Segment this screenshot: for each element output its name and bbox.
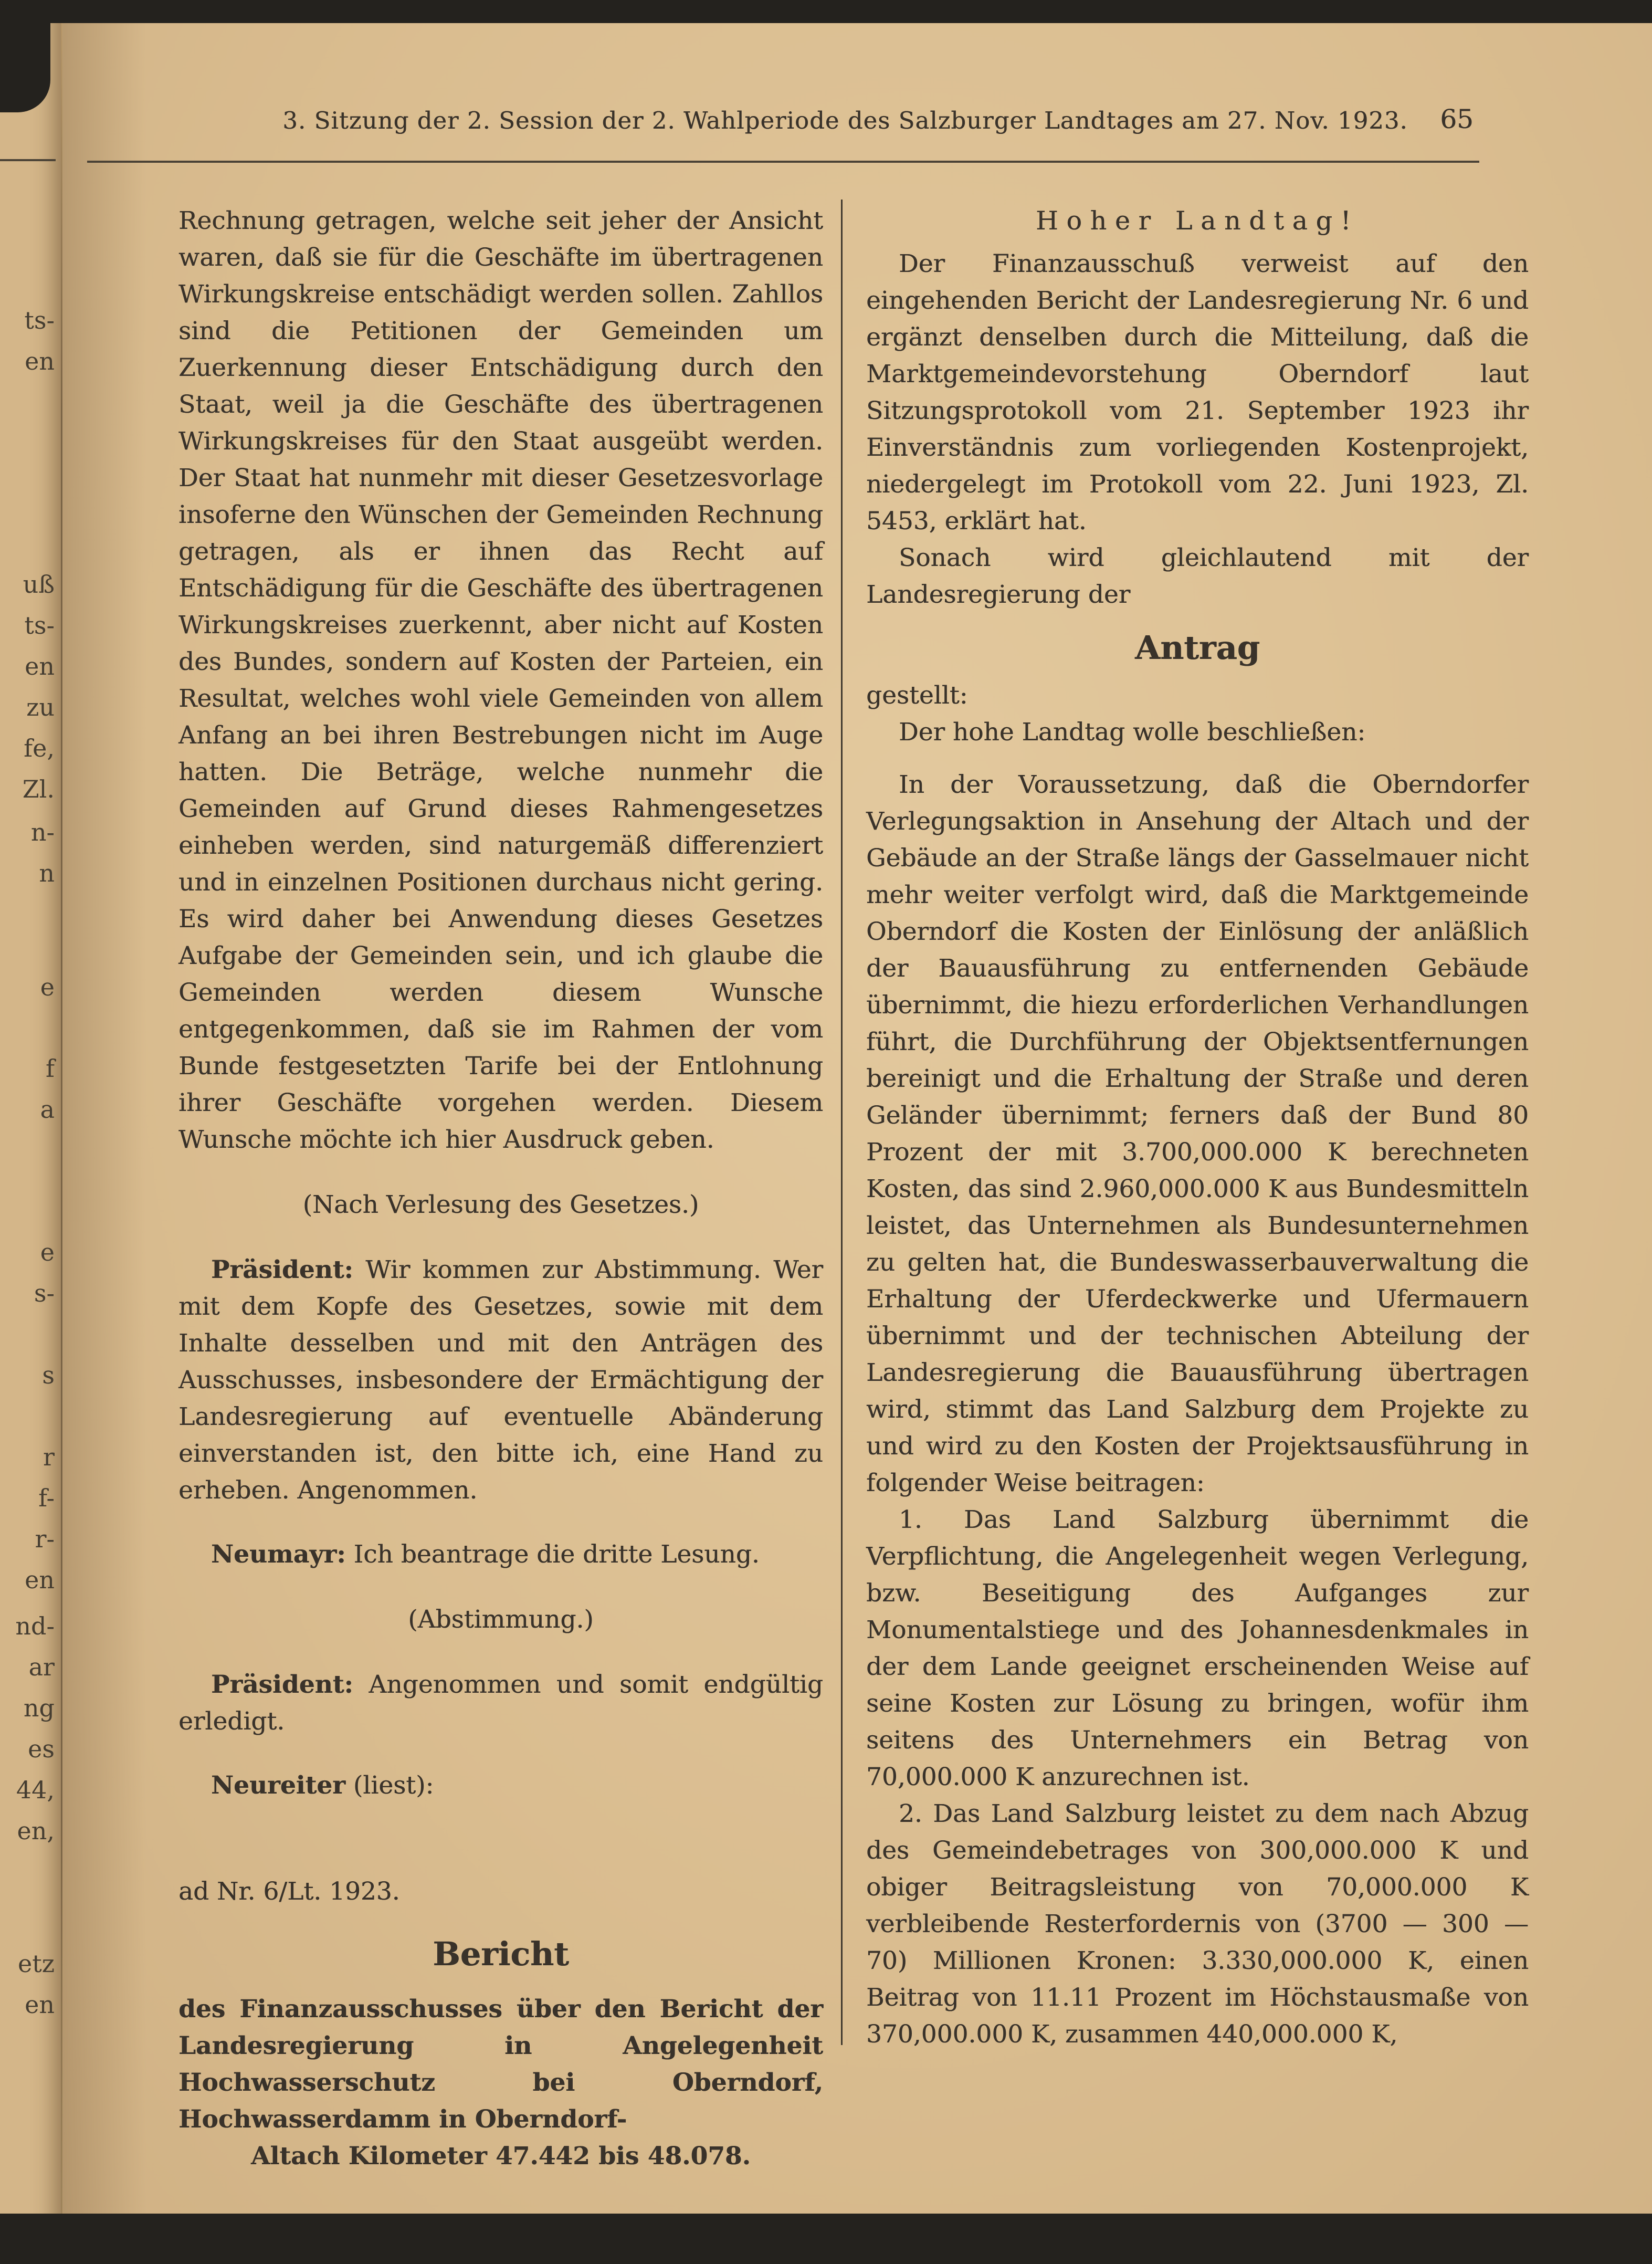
gutter-text-fragment: en — [25, 1990, 55, 2019]
gutter-text-fragment: ts- — [24, 611, 55, 640]
speaker-name: Neumayr: — [211, 1540, 346, 1569]
paragraph-text: Angenommen und somit endgültig erledigt. — [178, 1670, 823, 1736]
paragraph — [178, 1666, 823, 1740]
gutter-text-fragment: en — [25, 347, 55, 375]
paragraph — [866, 1796, 1529, 2053]
speaker-name: Präsident: — [211, 1670, 353, 1699]
paragraph — [866, 1502, 1529, 1796]
paragraph-text: gestellt: — [866, 681, 968, 710]
paragraph — [866, 677, 1529, 714]
gutter-text-fragment: ng — [23, 1694, 55, 1722]
page-header: 3. Sitzung der 2. Session der 2. Wahlperiode des Salzburger Landtages am 27. Nov. 1923. — [282, 107, 1408, 134]
stage-direction: (Abstimmung.) — [408, 1605, 594, 1634]
paragraph-text: (liest): — [353, 1771, 434, 1800]
gutter-text-fragment: fe, — [24, 734, 55, 762]
gutter-text-fragment: en — [25, 652, 55, 680]
speaker-name: Neureiter — [211, 1771, 345, 1800]
gutter-text-fragment: Zl. — [22, 775, 55, 803]
scanner-edge-corner — [0, 0, 50, 112]
scanner-edge-top — [0, 0, 1652, 23]
gutter-text-fragment: e — [40, 973, 55, 1001]
paragraph — [178, 1767, 823, 1804]
paragraph — [178, 1536, 823, 1573]
right-column — [866, 203, 1529, 2053]
paragraph — [866, 246, 1529, 540]
facing-page-edge — [0, 0, 62, 2264]
gutter-shadow — [62, 0, 146, 2264]
report-heading: Bericht — [433, 1935, 569, 1973]
paragraph-text: Rechnung getragen, welche seit jeher der Ansicht waren, daß sie für die Geschäfte im übertragenen Wirkungskreise entschädigt werden sollen. Zahllos sind die Petitionen der Gemeinden um Zuerkennung dieser Entschädigung durch den Staat, weil ja die Geschäfte des übertragenen Wirkungskreises für den Staat ausgeübt werden. Der Staat hat nunmehr mit dieser Gesetzesvorlage insoferne den Wünschen der Gemeinden Rechnung getragen, als er ihnen das Recht auf Entschädigung für die Geschäfte des übertragenen Wirkungskreises zuerkennt, aber nicht auf Kosten des Bundes, sondern auf Kosten der Parteien, ein Resultat, welches wohl viele Gemeinden von allem Anfang an bei ihren Bestrebungen nicht im Auge hatten. Die Beträge, welche nunmehr die Gemeinden auf Grund dieses Rahmengesetzes einheben werden, sind naturgemäß differenziert und in einzelnen Positionen durchaus nicht gering. Es wird daher bei Anwendung dieses Gesetzes Aufgabe der Gemeinden sein, und ich glaube die Gemeinden werden diesem Wunsche entgegenkommen, daß sie im Rahmen der vom Bunde festgesetzten Tarife bei der Entlohnung ihrer Geschäfte vorgehen werden. Diesem Wunsche möchte ich hier Ausdruck geben. — [178, 206, 823, 1154]
paragraph-text: Der Finanzausschuß verweist auf den eingehenden Bericht der Landesregierung Nr. 6 und ergänzt denselben durch die Mitteilung, daß die Marktgemeindevorstehung Oberndorf laut Sitzungsprotokoll vom 21. September 1923 ihr Einverständnis zum vorliegenden Kostenprojekt, niedergelegt im Protokoll vom 22. Juni 1923, Zl. 5453, erklärt hat. — [866, 249, 1529, 536]
salutation: Hoher Landtag! — [1036, 206, 1359, 236]
paragraph-text: Der hohe Landtag wolle beschließen: — [899, 718, 1366, 747]
paragraph — [866, 714, 1529, 751]
gutter-text-fragment: e — [40, 1238, 55, 1266]
paragraph-text: Wir kommen zur Abstimmung. Wer mit dem Kopfe des Gesetzes, sowie mit dem Inhalte desselben und mit den Anträgen des Ausschusses, insbesondere der Ermächtigung der Landesregierung auf eventuelle Abänderung einverstanden ist, den bitte ich, eine Hand zu erheben. Angenommen. — [178, 1255, 823, 1505]
stage-direction: (Nach Verlesung des Gesetzes.) — [302, 1190, 699, 1219]
gutter-text-fragment: zu — [26, 693, 55, 721]
gutter-text-fragment: en, — [17, 1817, 55, 1845]
paragraph — [178, 203, 823, 1158]
motion-heading: Antrag — [1134, 628, 1260, 667]
header-rule — [87, 161, 1479, 163]
gutter-text-fragment: s- — [34, 1279, 55, 1307]
paragraph-text: Sonach wird gleichlautend mit der Landesregierung der — [866, 543, 1529, 609]
column-divider — [841, 200, 843, 2045]
reference-number: ad Nr. 6/Lt. 1923. — [178, 1877, 400, 1906]
gutter-text-fragment: uß — [23, 570, 55, 599]
gutter-text-fragment: r- — [35, 1525, 55, 1553]
gutter-text-fragment: f — [45, 1054, 55, 1083]
speaker-name: Präsident: — [211, 1255, 353, 1284]
gutter-text-fragment: s — [42, 1361, 55, 1389]
gutter-text-fragment: nd- — [15, 1612, 55, 1640]
gutter-text-fragment: etz — [18, 1949, 55, 1978]
paragraph — [866, 540, 1529, 613]
gutter-text-fragment: ar — [28, 1653, 55, 1681]
gutter-text-fragment: f- — [38, 1484, 55, 1512]
scanner-edge-bottom — [0, 2214, 1652, 2264]
paragraph — [178, 1252, 823, 1509]
gutter-text-fragment: 44, — [16, 1776, 55, 1804]
paragraph-text: 1. Das Land Salzburg übernimmt die Verpflichtung, die Angelegenheit wegen Verlegung, bzw. Beseitigung des Aufganges zur Monumentalstiege und des Johannesdenkmales in der dem Lande geeignet erscheinenden Weise auf seine Kosten zur Lösung zu bringen, wofür ihm seitens des Unternehmers ein Betrag von 70,000.000 K anzurechnen ist. — [866, 1505, 1529, 1791]
left-column — [178, 203, 823, 2175]
gutter-text-fragment: n- — [30, 818, 55, 846]
paragraph-text: 2. Das Land Salzburg leistet zu dem nach Abzug des Gemeindebetrages von 300,000.000 K und obiger Beitragsleistung von 70,000.000 K verbleibende Resterfordernis von (3700 — 300 — 70) Millionen Kronen: 3.330,000.000 K, einen Beitrag von 11.11 Prozent im Höchstausmaße von 370,000.000 K, zusammen 440,000.000 K, — [866, 1799, 1529, 2049]
gutter-text-fragment: a — [40, 1095, 55, 1124]
report-title-tail: Altach Kilometer 47.442 bis 48.078. — [251, 2142, 751, 2171]
gutter-text-fragment: n — [39, 859, 55, 887]
paragraph — [866, 767, 1529, 1502]
gutter-text-fragment: es — [28, 1735, 55, 1763]
paragraph-text: Ich beantrage die dritte Lesung. — [353, 1540, 760, 1569]
gutter-text-fragment: r — [43, 1443, 55, 1471]
paragraph-text: In der Voraussetzung, daß die Oberndorfer Verlegungsaktion in Ansehung der Altach und der Gebäude an der Straße längs der Gasselmauer nicht mehr weiter verfolgt wird, daß die Marktgemeinde Oberndorf die Kosten der Einlösung der anläßlich der Bauausführung zu entfernenden Gebäude übernimmt, die hiezu erforderlichen Verhandlungen führt, die Durchführung der Objektsentfernungen bereinigt und die Erhaltung der Straße und deren Geländer übernimmt; ferners daß der Bund 80 Prozent der mit 3.700,000.000 K berechneten Kosten, das sind 2.960,000.000 K aus Bundesmitteln leistet, das Unternehmen als Bundesunternehmen zu gelten hat, die Bundeswasserbauverwaltung die Erhaltung der Uferdeckwerke und Ufermauern übernimmt und der technischen Abteilung der Landesregierung die Bauausführung übertragen wird, stimmt das Land Salzburg dem Projekte zu und wird zu den Kosten der Projektsausführung in folgender Weise beitragen: — [866, 770, 1529, 1497]
page-number: 65 — [1440, 104, 1474, 134]
report-title: des Finanzausschusses über den Bericht der Landesregierung in Angelegenheit Hochwasserschutz bei Oberndorf, Hochwasserdamm in Oberndorf- — [178, 1995, 823, 2134]
gutter-text-fragment: en — [25, 1566, 55, 1594]
facing-page-rule-fragment — [0, 159, 56, 161]
gutter-text-fragment: ts- — [24, 306, 55, 334]
